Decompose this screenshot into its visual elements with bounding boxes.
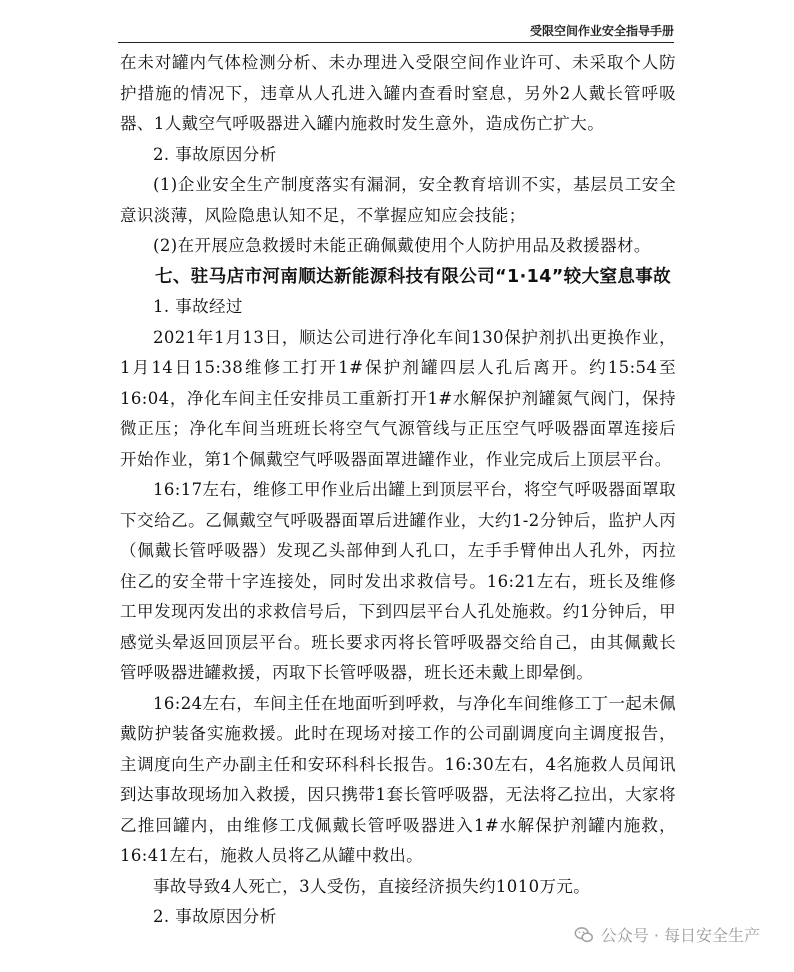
paragraph-cause-2: (2)在开展应急救援时未能正确佩戴使用个人防护用品及救援器材。 bbox=[153, 236, 651, 255]
paragraph-cause-1: (1)企业安全生产制度落实有漏洞，安全教育培训不实，基层员工安全意识淡薄，风险隐患认知不足，不掌握应知应会技能； bbox=[120, 175, 676, 225]
subheading-accident-process: 1. 事故经过 bbox=[153, 297, 243, 316]
subheading-cause-analysis: 2. 事故原因分析 bbox=[153, 144, 277, 164]
paragraph-process-1: 2021年1月13日，顺达公司进行净化车间130保护剂扒出更换作业，1月14日15:38维修工打开1#保护剂罐四层人孔后离开。约15:54至16:04，净化车间主任安排员工重新打开1#水解保护剂罐氮气阀门，保持微正压；净化车间当班班长将空气气源管线与正压空气呼吸器面罩连接后开始作业，第1个佩戴空气呼吸器面罩进罐作业，作业完成后上顶层平台。 bbox=[120, 327, 676, 469]
header-rule bbox=[118, 42, 674, 43]
watermark-text: 公众号 · 每日安全生产 bbox=[600, 926, 760, 945]
paragraph-continuation: 在未对罐内气体检测分析、未办理进入受限空间作业许可、未采取个人防护措施的情况下，违章从人孔进入罐内查看时窒息，另外2人戴长管呼吸器、1人戴空气呼吸器进入罐内施救时发生意外，造成伤亡扩大。 bbox=[120, 53, 676, 133]
subheading-cause-analysis-2: 2. 事故原因分析 bbox=[153, 907, 277, 926]
watermark bbox=[567, 921, 766, 948]
paragraph-consequence: 事故导致4人死亡，3人受伤，直接经济损失约1010万元。 bbox=[153, 876, 591, 896]
section-heading: 七、驻马店市河南顺达新能源科技有限公司“1·14”较大窒息事故 bbox=[155, 266, 672, 287]
wechat-icon bbox=[573, 924, 595, 946]
paragraph-process-3: 16:24左右，车间主任在地面听到呼救，与净化车间维修工丁一起未佩戴防护装备实施救援。此时在现场对接工作的公司副调度向主调度报告，主调度向生产办副主任和安环科科长报告。16:30左右，4名施救人员闻讯到达事故现场加入救援，因只携带1套长管呼吸器，无法将乙拉出，大家将乙推回罐内，由维修工戊佩戴长管呼吸器进入1#水解保护剂罐内施救，16:41左右，施救人员将乙从罐中救出。 bbox=[120, 693, 676, 865]
document-body bbox=[120, 48, 676, 933]
paragraph-process-2: 16:17左右，维修工甲作业后出罐上到顶层平台，将空气呼吸器面罩取下交给乙。乙佩戴空气呼吸器面罩后进罐作业，大约1-2分钟后，监护人丙（佩戴长管呼吸器）发现乙头部伸到人孔口，左手手臂伸出人孔外，丙拉住乙的安全带十字连接处，同时发出求救信号。16:21左右，班长及维修工甲发现丙发出的求救信号后，下到四层平台人孔处施救。约1分钟后，甲感觉头晕返回顶层平台。班长要求丙将长管呼吸器交给自己，由其佩戴长管呼吸器进罐救援，丙取下长管呼吸器，班长还未戴上即晕倒。 bbox=[120, 480, 676, 682]
page-header: 受限空间作业安全指导手册 bbox=[529, 24, 674, 38]
